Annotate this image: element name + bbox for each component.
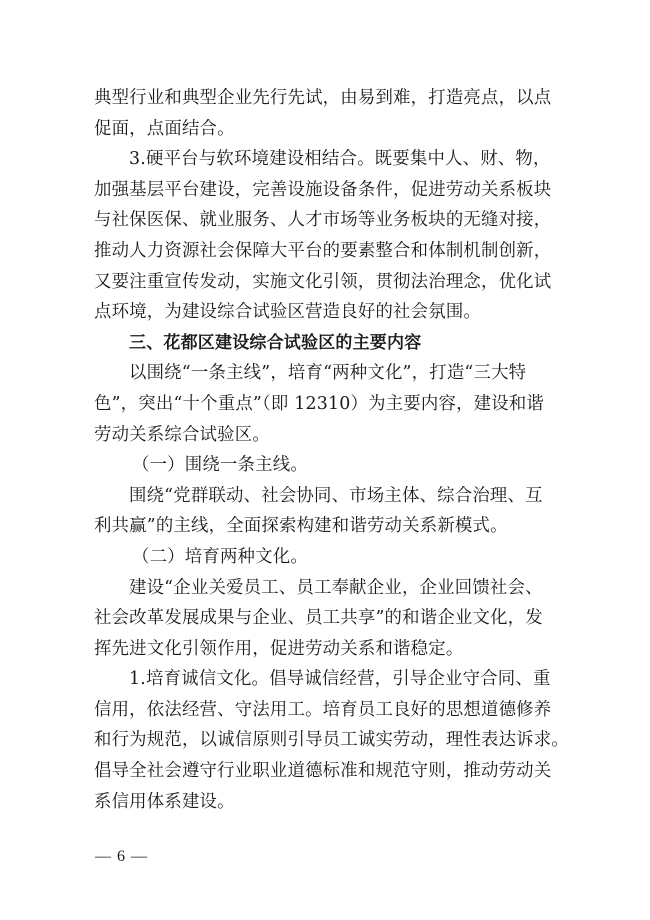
paragraph-line: 3.硬平台与软环境建设相结合。既要集中人、财、物，	[129, 149, 551, 170]
paragraph-line: 推动人力资源社会保障大平台的要素整合和体制机制创新，	[94, 240, 552, 261]
subsection-heading: （一）围绕一条主线。	[132, 455, 308, 476]
paragraph-line: 围绕“党群联动、社会协同、市场主体、综合治理、互	[129, 485, 543, 506]
paragraph-line: 色”，突出“十个重点”（即 12310）为主要内容，建设和谐	[94, 393, 545, 414]
paragraph-line: 典型行业和典型企业先行先试，由易到难，打造亮点，以点	[94, 88, 552, 108]
paragraph-line: 社会改革发展成果与企业、员工共享”的和谐企业文化，发	[94, 608, 543, 629]
paragraph-line: 劳动关系综合试验区。	[94, 424, 270, 445]
paragraph-line: 1.培育诚信文化。倡导诚信经营，引导企业守合同、重	[129, 669, 551, 690]
paragraph-line: 倡导全社会遵守行业职业道德标准和规范守则，推动劳动关	[94, 761, 552, 782]
paragraph-line: 建设“企业关爱员工、员工奉献企业，企业回馈社会、	[129, 577, 543, 598]
paragraph-line: 加强基层平台建设，完善设施设备条件，促进劳动关系板块	[94, 179, 552, 200]
document-page	[94, 83, 569, 817]
paragraph-line: 促面，点面结合。	[94, 118, 235, 139]
section-heading: 三、花都区建设综合试验区的主要内容	[129, 332, 422, 353]
paragraph-line: 点环境，为建设综合试验区营造良好的社会氛围。	[94, 302, 481, 323]
paragraph-line: 挥先进文化引领作用，促进劳动关系和谐稳定。	[94, 638, 464, 659]
paragraph-line: 系信用体系建设。	[94, 791, 235, 812]
paragraph-line: 信用，依法经营、守法用工。培育员工良好的思想道德修养	[94, 699, 552, 720]
paragraph-line: 和行为规范，以诚信原则引导员工诚实劳动，理性表达诉求。	[94, 730, 569, 751]
page-number: — 6 —	[95, 848, 148, 865]
paragraph-line: 以围绕“一条主线”，培育“两种文化”，打造“三大特	[129, 363, 527, 384]
paragraph-line: 与社保医保、就业服务、人才市场等业务板块的无缝对接，	[94, 210, 552, 231]
subsection-heading: （二）培育两种文化。	[132, 546, 308, 567]
paragraph-line: 利共赢”的主线，全面探索构建和谐劳动关系新模式。	[94, 516, 508, 537]
paragraph-line: 又要注重宣传发动，实施文化引领，贯彻法治理念，优化试	[94, 271, 552, 292]
